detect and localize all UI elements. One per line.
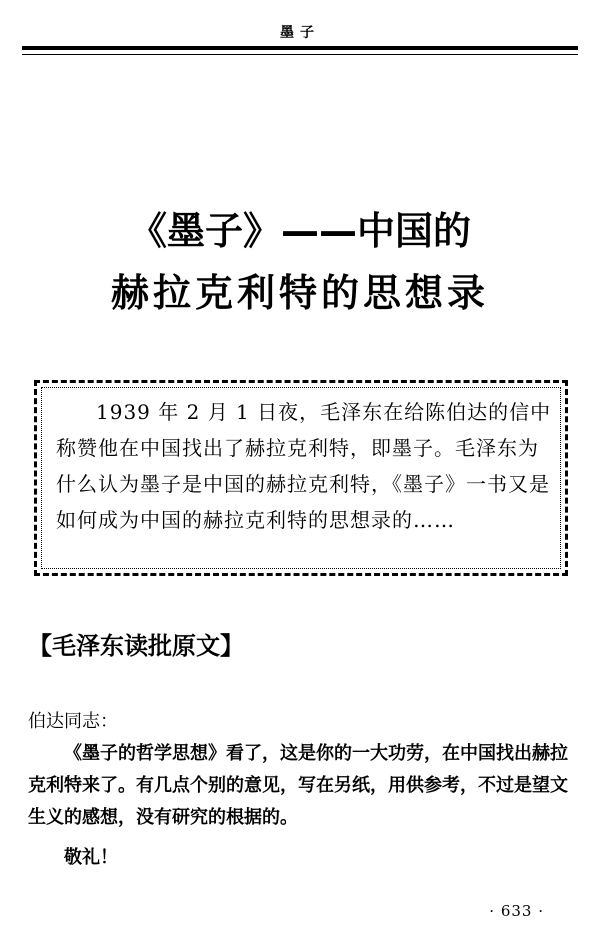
running-head: 墨子 xyxy=(280,25,320,41)
header-rule-thick xyxy=(22,46,578,50)
letter xyxy=(28,706,578,874)
abstract-box xyxy=(56,394,556,538)
chapter-title xyxy=(0,200,600,324)
page-number: · 633 · xyxy=(489,902,544,920)
chapter-title-line-1: 《墨子》——中国的 xyxy=(128,209,471,253)
letter-body: 《墨子的哲学思想》看了，这是你的一大功劳，在中国找出赫拉克利特来了。有几点个别的意见，写在另纸，用供参考，不过是望文生义的感想，没有研究的根据的。 xyxy=(28,743,568,828)
chapter-title-line-2: 赫拉克利特的思想录 xyxy=(110,271,489,315)
section-heading: 【毛泽东读批原文】 xyxy=(28,632,244,660)
letter-closing: 敬礼！ xyxy=(64,847,118,868)
letter-salutation: 伯达同志： xyxy=(28,711,118,732)
header-rule-thin xyxy=(22,54,578,55)
abstract-text: 1939 年 2 月 1 日夜，毛泽东在给陈伯达的信中称赞他在中国找出了赫拉克利特，即墨子。毛泽东为什么认为墨子是中国的赫拉克利特，《墨子》一书又是如何成为中国的赫拉克利特的思想录的…… xyxy=(56,400,552,532)
